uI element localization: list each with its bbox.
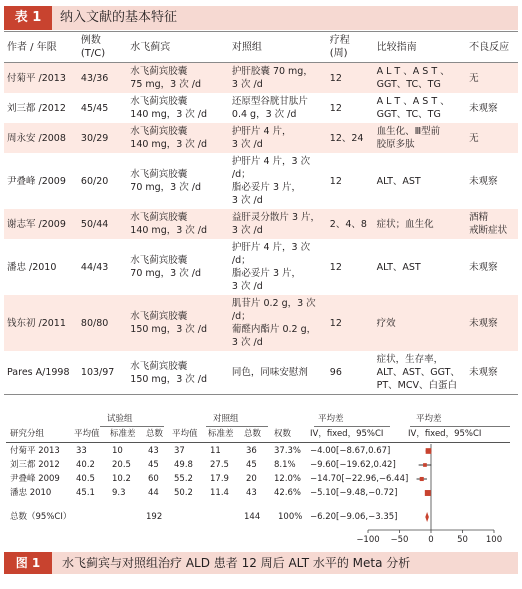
col-study: 研究分组	[10, 429, 45, 439]
header-indicator: 比较指南	[374, 32, 467, 63]
header-adverse: 不良反应	[466, 32, 518, 63]
total-label: 总数（95%CI）	[10, 512, 72, 522]
cell-control: 肌苷片 0.2 g，3 次 /d； 葡醛内酯片 0.2 g， 3 次 /d	[231, 298, 317, 348]
treat-group-label: 试验组	[107, 414, 133, 424]
figure-caption	[4, 552, 518, 574]
x-tick-label: −50	[390, 535, 409, 545]
cell-author: 周永安 /2008	[7, 132, 66, 144]
study-marker	[425, 490, 431, 496]
study-marker	[426, 448, 432, 454]
c-sd: 11	[210, 446, 221, 456]
cell-course: 2、4、8	[329, 218, 367, 230]
cell-adverse: 未观察	[469, 317, 498, 329]
c-sd: 17.9	[210, 474, 229, 484]
table-row	[4, 93, 518, 123]
cell-adverse: 无	[469, 72, 479, 84]
t-sd: 9.3	[112, 488, 126, 498]
total-c-n: 144	[244, 512, 261, 522]
table-row	[4, 153, 518, 209]
cell-author: 付菊平 /2013	[7, 72, 66, 84]
table-label: 表 1	[4, 6, 52, 30]
c-sd: 11.4	[210, 488, 229, 498]
cell-course: 12	[329, 102, 342, 114]
header-course: 疗程 (周)	[327, 32, 374, 63]
cell-adverse: 无	[469, 132, 479, 144]
table-caption	[4, 6, 518, 30]
c-n: 20	[246, 474, 257, 484]
cell-silibinin: 水飞蓟宾胶囊 70 mg，3 次 /d	[130, 255, 201, 279]
study-marker	[423, 463, 427, 467]
c-n: 36	[246, 446, 257, 456]
c-sd: 27.5	[210, 460, 229, 470]
cell-indicator: 疗效	[376, 317, 396, 329]
col-weight: 权数	[274, 429, 292, 439]
total-weight: 100%	[278, 512, 303, 522]
cell-author: Pares A/1998	[4, 351, 78, 395]
cell-cases: 30/29	[80, 132, 109, 144]
table-row	[4, 209, 518, 239]
table-row	[4, 351, 518, 395]
t-sd: 10	[112, 446, 123, 456]
cell-course: 12	[329, 317, 342, 329]
col-c-n: 总数	[244, 429, 262, 439]
cell-cases: 43/36	[80, 72, 109, 84]
header-silibinin: 水飞蓟宾	[127, 32, 229, 63]
t-sd: 20.5	[112, 460, 131, 470]
cell-indicator: 血生化、Ⅲ型前 胶原多肽	[376, 126, 441, 150]
cell-cases: 45/45	[80, 102, 109, 114]
weight: 42.6%	[274, 488, 302, 498]
study-marker	[420, 477, 424, 481]
t-n: 43	[148, 446, 159, 456]
table-title: 纳入文献的基本特征	[60, 10, 178, 25]
t-mean: 40.2	[76, 460, 95, 470]
cell-author: 谢志军 /2009	[7, 218, 66, 230]
figure-label: 图 1	[4, 552, 52, 574]
cell-indicator: 症状；血生化	[376, 218, 434, 230]
cell-cases: 60/20	[80, 175, 109, 187]
t-mean: 45.1	[76, 488, 95, 498]
cell-cases: 103/97	[78, 351, 127, 395]
c-n: 45	[246, 460, 257, 470]
cell-cases: 80/80	[80, 317, 109, 329]
col-t-mean: 平均值	[74, 429, 100, 439]
x-tick-label: 50	[457, 535, 468, 545]
study-name: 尹叠峰 2009	[10, 474, 60, 484]
cell-control: 同色，同味安慰剂	[229, 351, 327, 395]
c-mean: 49.8	[174, 460, 193, 470]
forest-plot	[4, 414, 518, 544]
header-cases: 例数 (T/C)	[78, 32, 127, 63]
t-mean: 33	[76, 446, 87, 456]
t-sd: 10.2	[112, 474, 131, 484]
cell-adverse: 未观察	[469, 102, 498, 114]
cell-adverse: 未观察	[469, 261, 498, 273]
t-n: 44	[148, 488, 159, 498]
col-c-sd: 标准差	[208, 429, 234, 439]
c-mean: 37	[174, 446, 185, 456]
cell-silibinin: 水飞蓟宾胶囊 150 mg，3 次 /d	[127, 351, 229, 395]
pooled-diamond	[425, 512, 429, 522]
cell-author: 刘三都 /2012	[7, 102, 66, 114]
total-ci: −6.20[−9.06,−3.35]	[310, 512, 398, 522]
cell-silibinin: 水飞蓟宾胶囊 140 mg，3 次 /d	[130, 96, 208, 120]
cell-silibinin: 水飞蓟宾胶囊 70 mg，3 次 /d	[130, 169, 201, 193]
cell-adverse: 酒精 戒断症状	[469, 212, 508, 236]
cell-indicator: 症状，生存率， ALT、AST、GGT、 PT、MCV、白蛋白	[374, 351, 467, 395]
mean-diff-label-plot: 平均差	[416, 414, 442, 424]
cell-author: 钱东初 /2011	[7, 317, 66, 329]
x-tick-label: 100	[485, 535, 503, 545]
c-mean: 50.2	[174, 488, 193, 498]
cell-indicator: A L T 、A S T 、 GGT、TC、TG	[376, 66, 450, 90]
ci: −5.10[−9.48,−0.72]	[310, 488, 398, 498]
cell-course: 96	[327, 351, 374, 395]
ci: −9.60[−19.62,0.42]	[310, 460, 396, 470]
weight: 8.1%	[274, 460, 296, 470]
cell-control: 还原型谷胱甘肽片 0.4 g，3 次 /d	[231, 96, 308, 120]
control-group-label: 对照组	[213, 414, 239, 424]
cell-cases: 44/43	[80, 261, 109, 273]
study-name: 付菊平 2013	[10, 446, 60, 456]
cell-silibinin: 水飞蓟宾胶囊 150 mg，3 次 /d	[130, 311, 208, 335]
x-tick-label: −100	[356, 535, 380, 545]
t-n: 60	[148, 474, 159, 484]
figure-title: 水飞蓟宾与对照组治疗 ALD 患者 12 周后 ALT 水平的 Meta 分析	[62, 556, 411, 570]
header-control: 对照组	[229, 32, 327, 63]
col-t-sd: 标准差	[110, 429, 136, 439]
cell-adverse: 未观察	[469, 175, 498, 187]
c-n: 43	[246, 488, 257, 498]
weight: 12.0%	[274, 474, 302, 484]
ci: −14.70[−22.96,−6.44]	[310, 474, 409, 484]
cell-silibinin: 水飞蓟宾胶囊 140 mg，3 次 /d	[130, 126, 208, 150]
forest-plot-svg	[4, 414, 518, 544]
cell-indicator: ALT、AST	[376, 175, 421, 187]
cell-indicator: A L T 、A S T 、 GGT、TC、TG	[376, 96, 450, 120]
table-row	[4, 63, 518, 94]
col-t-n: 总数	[146, 429, 164, 439]
cell-silibinin: 水飞蓟宾胶囊 75 mg，3 次 /d	[130, 66, 201, 90]
ci: −4.00[−8.67,0.67]	[310, 446, 391, 456]
mean-diff-label: 平均差	[318, 414, 344, 424]
t-mean: 40.5	[76, 474, 95, 484]
col-ci-plot: IV，fixed，95%CI	[408, 429, 482, 439]
characteristics-table	[4, 31, 518, 395]
cell-control: 护肝胶囊 70 mg， 3 次 /d	[231, 66, 313, 90]
cell-author: 尹叠峰 /2009	[7, 175, 66, 187]
cell-silibinin: 水飞蓟宾胶囊 140 mg，3 次 /d	[130, 212, 208, 236]
t-n: 45	[148, 460, 159, 470]
cell-control: 护肝片 4 片，3 次 /d； 脂必妥片 3 片， 3 次 /d	[231, 156, 311, 206]
cell-control: 护肝片 4 片， 3 次 /d	[231, 126, 292, 150]
study-name: 潘忠 2010	[10, 488, 52, 498]
c-mean: 55.2	[174, 474, 193, 484]
table-row	[4, 123, 518, 153]
cell-control: 护肝片 4 片，3 次 /d； 脂必妥片 3 片， 3 次 /d	[231, 242, 311, 292]
col-ci: IV，fixed，95%CI	[310, 429, 384, 439]
cell-indicator: ALT、AST	[376, 261, 421, 273]
cell-course: 12	[329, 175, 342, 187]
cell-cases: 50/44	[80, 218, 109, 230]
x-tick-label: 0	[428, 535, 434, 545]
weight: 37.3%	[274, 446, 302, 456]
total-t-n: 192	[146, 512, 163, 522]
study-name: 刘三都 2012	[10, 460, 60, 470]
cell-course: 12	[329, 261, 342, 273]
cell-course: 12	[329, 72, 342, 84]
cell-adverse: 未观察	[466, 351, 518, 395]
cell-control: 益肝灵分散片 3 片， 3 次 /d	[231, 212, 321, 236]
table-header-row	[4, 32, 518, 63]
table-row	[4, 239, 518, 295]
header-author: 作者 / 年限	[4, 32, 78, 63]
cell-course: 12、24	[329, 132, 364, 144]
table-row	[4, 295, 518, 351]
cell-author: 潘忠 /2010	[7, 261, 57, 273]
col-c-mean: 平均值	[172, 429, 198, 439]
